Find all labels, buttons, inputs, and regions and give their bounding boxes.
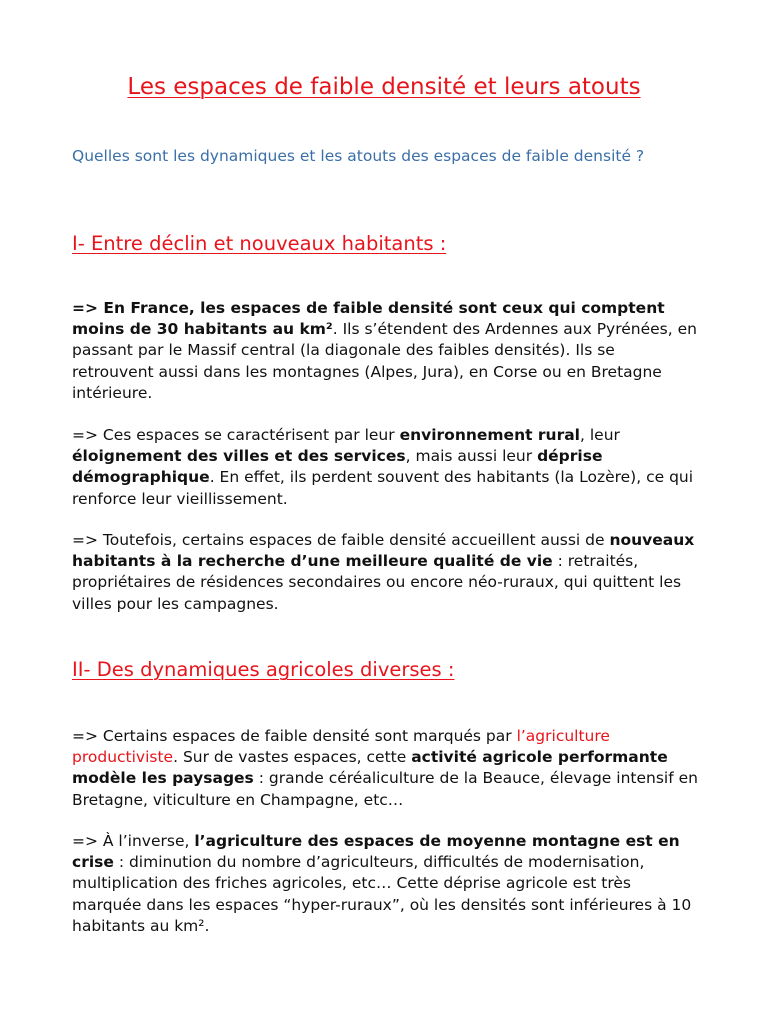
- paragraph-5-bold: l’agriculture des espaces de moyenne montagne est en crise: [72, 832, 680, 872]
- problem-question: Quelles sont les dynamiques et les atouts des espaces de faible densité ?: [72, 147, 645, 165]
- paragraph-2-text-b: , leur: [580, 426, 620, 444]
- paragraph-3: [72, 530, 700, 615]
- paragraph-5-text-a: => À l’inverse,: [72, 832, 195, 850]
- paragraph-2-bold-a: environnement rural: [399, 426, 580, 444]
- paragraph-1-text: . Ils s’étendent des Ardennes aux Pyrénées, en passant par le Massif central (la diagonale des faibles densités). Ils se retrouvent aussi dans les montagnes (Alpes, Jura), en Corse ou en Bretagne intérieure.: [72, 320, 697, 402]
- paragraph-2-text-a: => Ces espaces se caractérisent par leur: [72, 426, 400, 444]
- paragraph-1-bold: => En France, les espaces de faible densité sont ceux qui comptent moins de 30 habitants au km²: [72, 299, 665, 339]
- paragraph-2-text-c: , mais aussi leur: [405, 447, 538, 466]
- paragraph-4-highlight: l’agriculture productiviste: [72, 727, 610, 767]
- paragraph-4: [72, 726, 700, 811]
- paragraph-3-bold: nouveaux habitants à la recherche d’une meilleure qualité de vie: [72, 531, 695, 571]
- paragraph-4-text-c: : grande céréaliculture de la Beauce, élevage intensif en Bretagne, viticulture en Champagne, etc…: [72, 769, 698, 809]
- paragraph-5-text-b: : diminution du nombre d’agriculteurs, difficultés de modernisation, multiplication des friches agricoles, etc… Cette déprise agricole est très marquée dans les espaces “hyper-ruraux”, où les densités sont inférieures à 10 habitants au km².: [72, 853, 692, 935]
- page-title: Les espaces de faible densité et leurs atouts: [127, 74, 641, 100]
- paragraph-3-text-a: => Toutefois, certains espaces de faible densité accueillent aussi de: [72, 531, 610, 549]
- paragraph-2-bold-b: éloignement des villes et des services: [72, 447, 406, 466]
- paragraph-2-text-d: . En effet, ils perdent souvent des habitants (la Lozère), ce qui renforce leur vieillissement.: [72, 468, 694, 508]
- paragraph-1: [72, 298, 700, 404]
- paragraph-4-bold: activité agricole performante modèle les paysages: [72, 748, 668, 788]
- paragraph-2-bold-c: déprise démographique: [72, 447, 603, 487]
- paragraph-2: [72, 425, 700, 510]
- section-1-heading: I- Entre déclin et nouveaux habitants :: [72, 232, 447, 255]
- paragraph-5: [72, 831, 700, 937]
- paragraph-3-text-b: : retraités, propriétaires de résidences secondaires ou encore néo-ruraux, qui quittent les villes pour les campagnes.: [72, 552, 682, 613]
- paragraph-4-text-a: => Certains espaces de faible densité sont marqués par: [72, 727, 517, 745]
- section-2-heading: II- Des dynamiques agricoles diverses :: [72, 658, 455, 681]
- paragraph-4-text-b: . Sur de vastes espaces, cette: [173, 748, 412, 767]
